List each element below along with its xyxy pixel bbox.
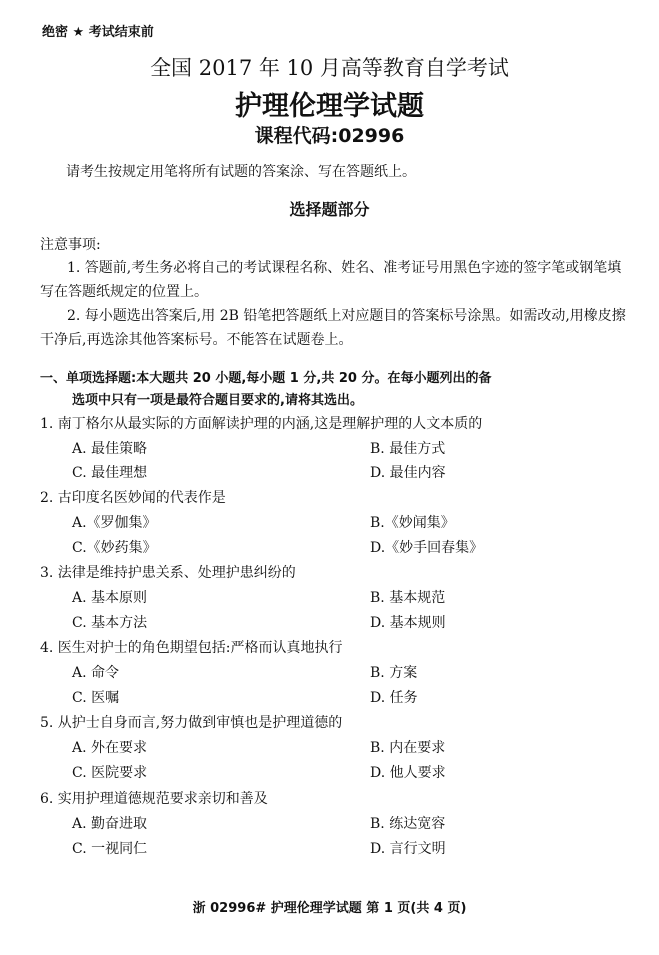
option-b: B. 练达宽容: [370, 816, 446, 832]
question-stem: 2. 古印度名医妙闻的代表作是: [40, 490, 226, 506]
option-d: D. 他人要求: [370, 765, 446, 781]
section-title: 选择题部分: [289, 200, 370, 219]
course-code: 课程代码:02996: [254, 125, 405, 147]
option-a: A. 最佳策略: [72, 441, 148, 457]
question-stem: 1. 南丁格尔从最实际的方面解读护理的内涵,这是理解护理的人文本质的: [40, 416, 483, 432]
option-d: D. 基本规则: [370, 615, 446, 631]
option-d: D.《妙手回春集》: [370, 540, 484, 556]
option-a: A. 命令: [72, 665, 120, 681]
option-b: B. 内在要求: [370, 740, 446, 756]
question-stem: 3. 法律是维持护患关系、处理护患纠纷的: [40, 565, 296, 581]
subject-title: 护理伦理学试题: [235, 91, 424, 122]
option-a: A. 外在要求: [72, 740, 148, 756]
option-b: B. 方案: [370, 665, 418, 681]
part-heading-continued: 选项中只有一项是最符合题目要求的,请将其选出。: [72, 393, 363, 408]
option-c: C.《妙药集》: [72, 540, 157, 556]
option-a: A. 基本原则: [72, 590, 148, 606]
option-d: D. 言行文明: [370, 841, 446, 857]
option-b: B. 基本规范: [370, 590, 446, 606]
exam-title: 全国 2017 年 10 月高等教育自学考试: [150, 56, 509, 80]
option-a: A.《罗伽集》: [72, 515, 157, 531]
question-stem: 5. 从护士自身而言,努力做到审慎也是护理道德的: [40, 715, 343, 731]
option-c: C. 医嘱: [72, 690, 120, 706]
note-item: 1. 答题前,考生务必将自己的考试课程名称、姓名、准考证号用黑色字迹的签字笔或钢笔填写在答题纸规定的位置上。: [40, 260, 622, 300]
question-stem: 4. 医生对护士的角色期望包括:严格而认真地执行: [40, 640, 343, 656]
option-c: C. 最佳理想: [72, 465, 148, 481]
notes-heading: 注意事项:: [40, 237, 101, 253]
option-a: A. 勤奋进取: [72, 816, 148, 832]
option-c: C. 一视同仁: [72, 841, 148, 857]
option-c: C. 基本方法: [72, 615, 148, 631]
option-b: B.《妙闻集》: [370, 515, 455, 531]
option-b: B. 最佳方式: [370, 441, 446, 457]
confidential-label: 绝密 ★ 考试结束前: [42, 25, 154, 40]
option-d: D. 任务: [370, 690, 418, 706]
part-heading: 一、单项选择题:本大题共 20 小题,每小题 1 分,共 20 分。在每小题列出的备: [40, 371, 492, 386]
option-d: D. 最佳内容: [370, 465, 446, 481]
general-instruction: 请考生按规定用笔将所有试题的答案涂、写在答题纸上。: [66, 164, 416, 180]
question-stem: 6. 实用护理道德规范要求亲切和善及: [40, 791, 268, 807]
note-item: 2. 每小题选出答案后,用 2B 铅笔把答题纸上对应题目的答案标号涂黑。如需改动,用橡皮擦干净后,再选涂其他答案标号。不能答在试题卷上。: [40, 308, 626, 348]
page-footer: 浙 02996# 护理伦理学试题 第 1 页(共 4 页): [192, 901, 467, 916]
option-c: C. 医院要求: [72, 765, 148, 781]
